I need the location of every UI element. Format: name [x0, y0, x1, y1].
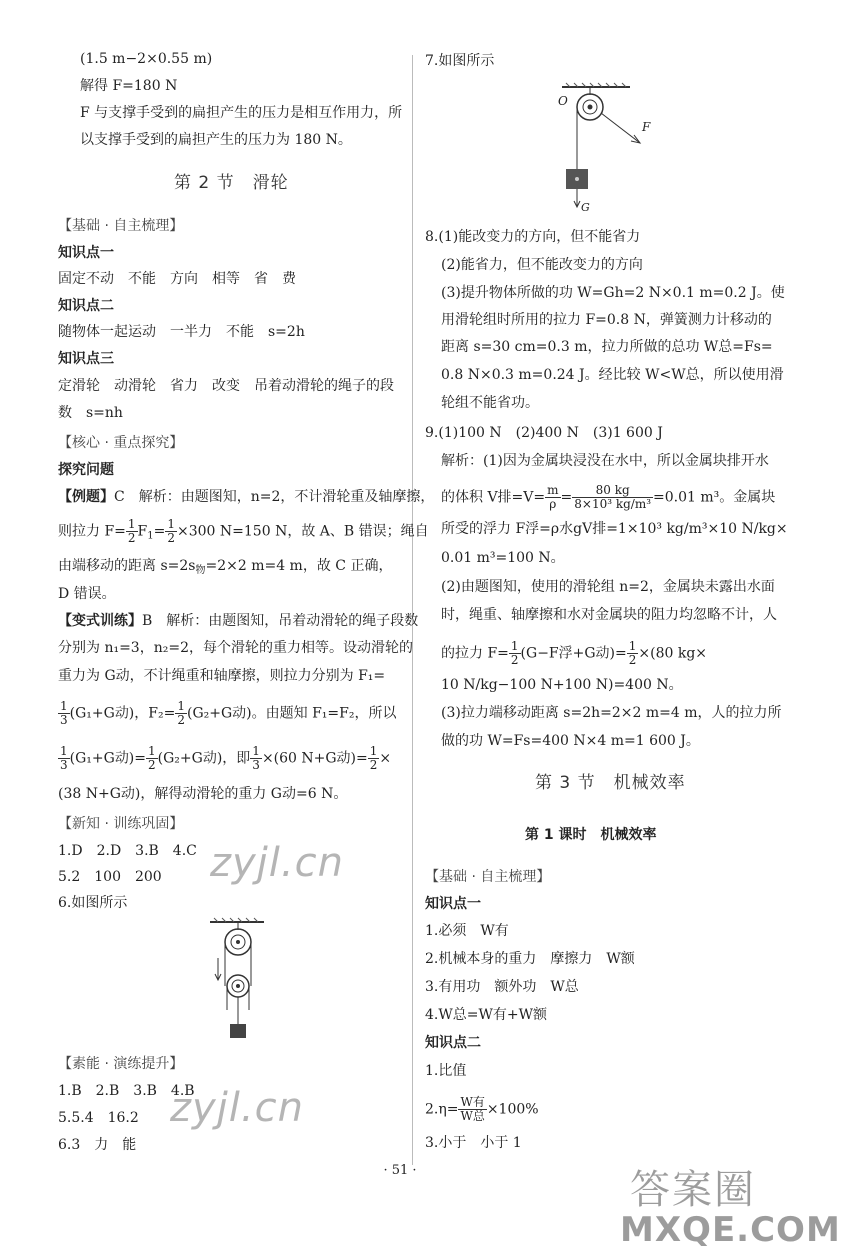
fraction — [58, 745, 70, 772]
text-line: (3)拉力端移动距离 s=2h=2×2 m=4 m，人的拉力所 — [441, 705, 782, 721]
text-line — [58, 557, 392, 580]
text-line: 做的功 W=Fs=400 N×4 m=1 600 J。 — [441, 733, 700, 749]
text-line — [58, 745, 391, 772]
text-line — [441, 640, 707, 667]
text-line: (38 N+G动)，解得动滑轮的重力 G动=6 N。 — [58, 786, 348, 802]
text-span: ×300 N=150 N，故 A、B 错误；绳自 — [177, 523, 429, 540]
pulley-block-figure — [208, 918, 268, 1048]
text-line: 3.有用功 额外功 W总 — [425, 979, 579, 995]
answer-line: 6.3 力 能 — [58, 1137, 137, 1153]
text-line: 随物体一起运动 一半力 不能 s=2h — [58, 324, 305, 340]
text-line: (3)提升物体所做的功 W=Gh=2 N×0.1 m=0.2 J。使 — [441, 285, 785, 301]
text-span: (G₁+G动)= — [69, 750, 147, 767]
numerator: 1 — [60, 699, 68, 713]
fraction — [250, 745, 262, 772]
text-line: 1.比值 — [425, 1063, 467, 1079]
knowledge-point: 知识点一 — [58, 245, 114, 261]
answer-line: 1.D 2.D 3.B 4.C — [58, 843, 197, 859]
text-span: (G₂+G动)，即 — [157, 750, 251, 767]
numerator: 1 — [177, 699, 185, 713]
denominator: 3 — [60, 758, 68, 772]
text-line: 距离 s=30 cm=0.3 m，拉力所做的总功 W总=Fs= — [441, 339, 773, 355]
label-G: G — [581, 201, 590, 214]
logo-text-en: MXQE.COM — [620, 1210, 841, 1250]
text-line: 重力为 G动，不计绳重和轴摩擦，则拉力分别为 F₁= — [58, 668, 386, 684]
knowledge-point: 知识点二 — [425, 1035, 481, 1051]
fraction — [58, 700, 70, 727]
numerator: 1 — [369, 744, 378, 758]
numerator: 1 — [510, 639, 519, 653]
text-line: (2)能省力，但不能改变力的方向 — [441, 257, 643, 273]
numerator: 1 — [252, 744, 260, 758]
denominator: 2 — [177, 713, 185, 727]
section-bracket: 【核心 · 重点探究】 — [58, 435, 184, 451]
text-line: (1.5 m−2×0.55 m) — [80, 51, 213, 67]
text-line: 2.机械本身的重力 摩擦力 W额 — [425, 951, 635, 967]
subscript: 物 — [195, 565, 206, 576]
denominator: W总 — [460, 1109, 485, 1123]
section-bracket: 【基础 · 自主梳理】 — [58, 218, 184, 234]
numerator: 1 — [148, 744, 156, 758]
answer-line: 9.(1)100 N (2)400 N (3)1 600 J — [425, 425, 663, 441]
variant-label: 【变式训练】 — [58, 613, 142, 629]
text-line: (2)由题图知，使用的滑轮组 n=2，金属块未露出水面 — [441, 579, 775, 595]
text-span: 则拉力 F= — [58, 523, 126, 540]
text-span: 2.η= — [425, 1101, 459, 1118]
text-span: =0.01 m³。金属块 — [653, 489, 776, 506]
denominator: 3 — [60, 713, 68, 727]
fraction — [126, 518, 138, 545]
knowledge-point: 知识点二 — [58, 298, 114, 314]
watermark: zyjl.cn — [210, 840, 344, 886]
fraction — [368, 745, 380, 772]
fraction — [165, 518, 177, 545]
text-line: 用滑轮组时所用的拉力 F=0.8 N，弹簧测力计移动的 — [441, 312, 772, 328]
section-title: 第 3 节 机械效率 — [535, 773, 686, 793]
text-span: 的拉力 F= — [441, 645, 509, 662]
denominator: 2 — [628, 653, 637, 667]
denominator: 2 — [510, 653, 519, 667]
numerator: 1 — [127, 517, 136, 531]
text-line: D 错误。 — [58, 586, 116, 602]
answer-line: 1.B 2.B 3.B 4.B — [58, 1083, 195, 1099]
text-span: ×100% — [486, 1101, 539, 1118]
text-line — [58, 700, 396, 727]
section-title: 第 2 节 滑轮 — [174, 173, 289, 193]
denominator: 2 — [167, 531, 176, 545]
pulley-figure-7 — [560, 83, 680, 218]
explore-heading: 探究问题 — [58, 462, 114, 478]
text-line: 解析：(1)因为金属块浸没在水中，所以金属块排开水 — [441, 453, 769, 469]
text-line: 时，绳重、轴摩擦和水对金属块的阻力均忽略不计，人 — [441, 607, 777, 623]
denominator: 2 — [369, 758, 378, 772]
denominator: ρ — [549, 497, 557, 511]
answer-line: 8.(1)能改变力的方向，但不能省力 — [425, 229, 641, 245]
fraction — [545, 484, 560, 511]
text-span: ×(80 kg× — [638, 645, 708, 662]
text-line: 10 N/kg−100 N+100 N)=400 N。 — [441, 677, 683, 693]
text-line — [58, 612, 418, 630]
text-span: (G₂+G动)。由题知 F₁=F₂，所以 — [186, 705, 397, 722]
logo-text-cn: 答案圈 — [630, 1167, 756, 1213]
answer-line: 7.如图所示 — [425, 53, 495, 69]
text-span: (G₁+G动)，F₂= — [69, 705, 176, 722]
text-line: F 与支撑手受到的扁担产生的压力是相互作用力，所 — [80, 105, 403, 121]
text-span: ×(60 N+G动)= — [261, 750, 368, 767]
numerator: 1 — [628, 639, 637, 653]
denominator: 8×10³ kg/m³ — [574, 497, 652, 511]
numerator: 80 kg — [572, 484, 653, 498]
text-span: = — [153, 523, 166, 540]
example-label: 【例题】 — [58, 489, 114, 505]
text-span: = — [560, 489, 573, 506]
text-line: 3.小于 小于 1 — [425, 1135, 522, 1151]
section-bracket: 【基础 · 自主梳理】 — [425, 869, 551, 885]
knowledge-point: 知识点三 — [58, 351, 114, 367]
label-F: F — [642, 120, 651, 134]
page-number: · 51 · — [383, 1163, 417, 1178]
text-line: 0.8 N×0.3 m=0.24 J。经比较 W<W总，所以使用滑 — [441, 367, 784, 383]
text-line: 数 s=nh — [58, 405, 123, 421]
fraction — [572, 484, 653, 511]
text-span: 由端移动的距离 s=2s — [58, 558, 196, 574]
text-line — [425, 1096, 539, 1123]
text-span: =2×2 m=4 m，故 C 正确， — [205, 558, 393, 574]
text-line: 固定不动 不能 方向 相等 省 费 — [58, 271, 296, 287]
text-line: 1.必须 W有 — [425, 923, 509, 939]
text-line: 以支撑手受到的扁担产生的压力为 180 N。 — [80, 132, 352, 148]
text-span: 的体积 V排=V= — [441, 489, 546, 506]
text-span: (G−F浮+G动)= — [520, 645, 627, 662]
numerator: 1 — [167, 517, 176, 531]
text-line — [58, 518, 429, 546]
text-line — [58, 488, 434, 506]
text-span: × — [379, 750, 392, 767]
denominator: 3 — [252, 758, 260, 772]
text-line: 所受的浮力 F浮=ρ水gV排=1×10³ kg/m³×10 N/kg× — [441, 521, 788, 537]
text-line: 定滑轮 动滑轮 省力 改变 吊着动滑轮的绳子的段 — [58, 378, 394, 394]
text-line — [441, 484, 775, 511]
fraction — [175, 700, 187, 727]
denominator: 2 — [148, 758, 156, 772]
answer-line: 5.5.4 16.2 — [58, 1110, 139, 1126]
text-line: 4.W总=W有+W额 — [425, 1007, 547, 1023]
text-line: 0.01 m³=100 N。 — [441, 550, 565, 566]
denominator: 2 — [127, 531, 136, 545]
text-span: B 解析：由题图知，吊着动滑轮的绳子段数 — [142, 613, 419, 629]
lesson-title: 第 1 课时 机械效率 — [525, 827, 657, 843]
text-line: 解得 F=180 N — [80, 78, 178, 94]
fraction — [627, 640, 639, 667]
fraction — [458, 1096, 486, 1123]
answer-line: 6.如图所示 — [58, 895, 128, 911]
site-logo — [620, 1158, 841, 1254]
text-span: F — [137, 523, 148, 540]
numerator: 1 — [60, 744, 68, 758]
answer-line: 5.2 100 200 — [58, 869, 162, 885]
column-divider — [412, 55, 413, 1165]
section-bracket: 【新知 · 训练巩固】 — [58, 816, 184, 832]
text-span: C 解析：由题图知，n=2，不计滑轮重及轴摩擦， — [114, 489, 435, 505]
text-line: 分别为 n₁=3，n₂=2，每个滑轮的重力相等。设动滑轮的 — [58, 640, 413, 656]
fraction — [146, 745, 158, 772]
numerator: W有 — [460, 1095, 485, 1109]
fraction — [509, 640, 521, 667]
knowledge-point: 知识点一 — [425, 896, 481, 912]
section-bracket: 【素能 · 演练提升】 — [58, 1056, 184, 1072]
text-line: 轮组不能省功。 — [441, 395, 539, 411]
label-O: O — [558, 94, 568, 108]
watermark: zyjl.cn — [170, 1085, 304, 1131]
numerator: m — [547, 483, 559, 497]
subscript: 1 — [147, 530, 154, 542]
